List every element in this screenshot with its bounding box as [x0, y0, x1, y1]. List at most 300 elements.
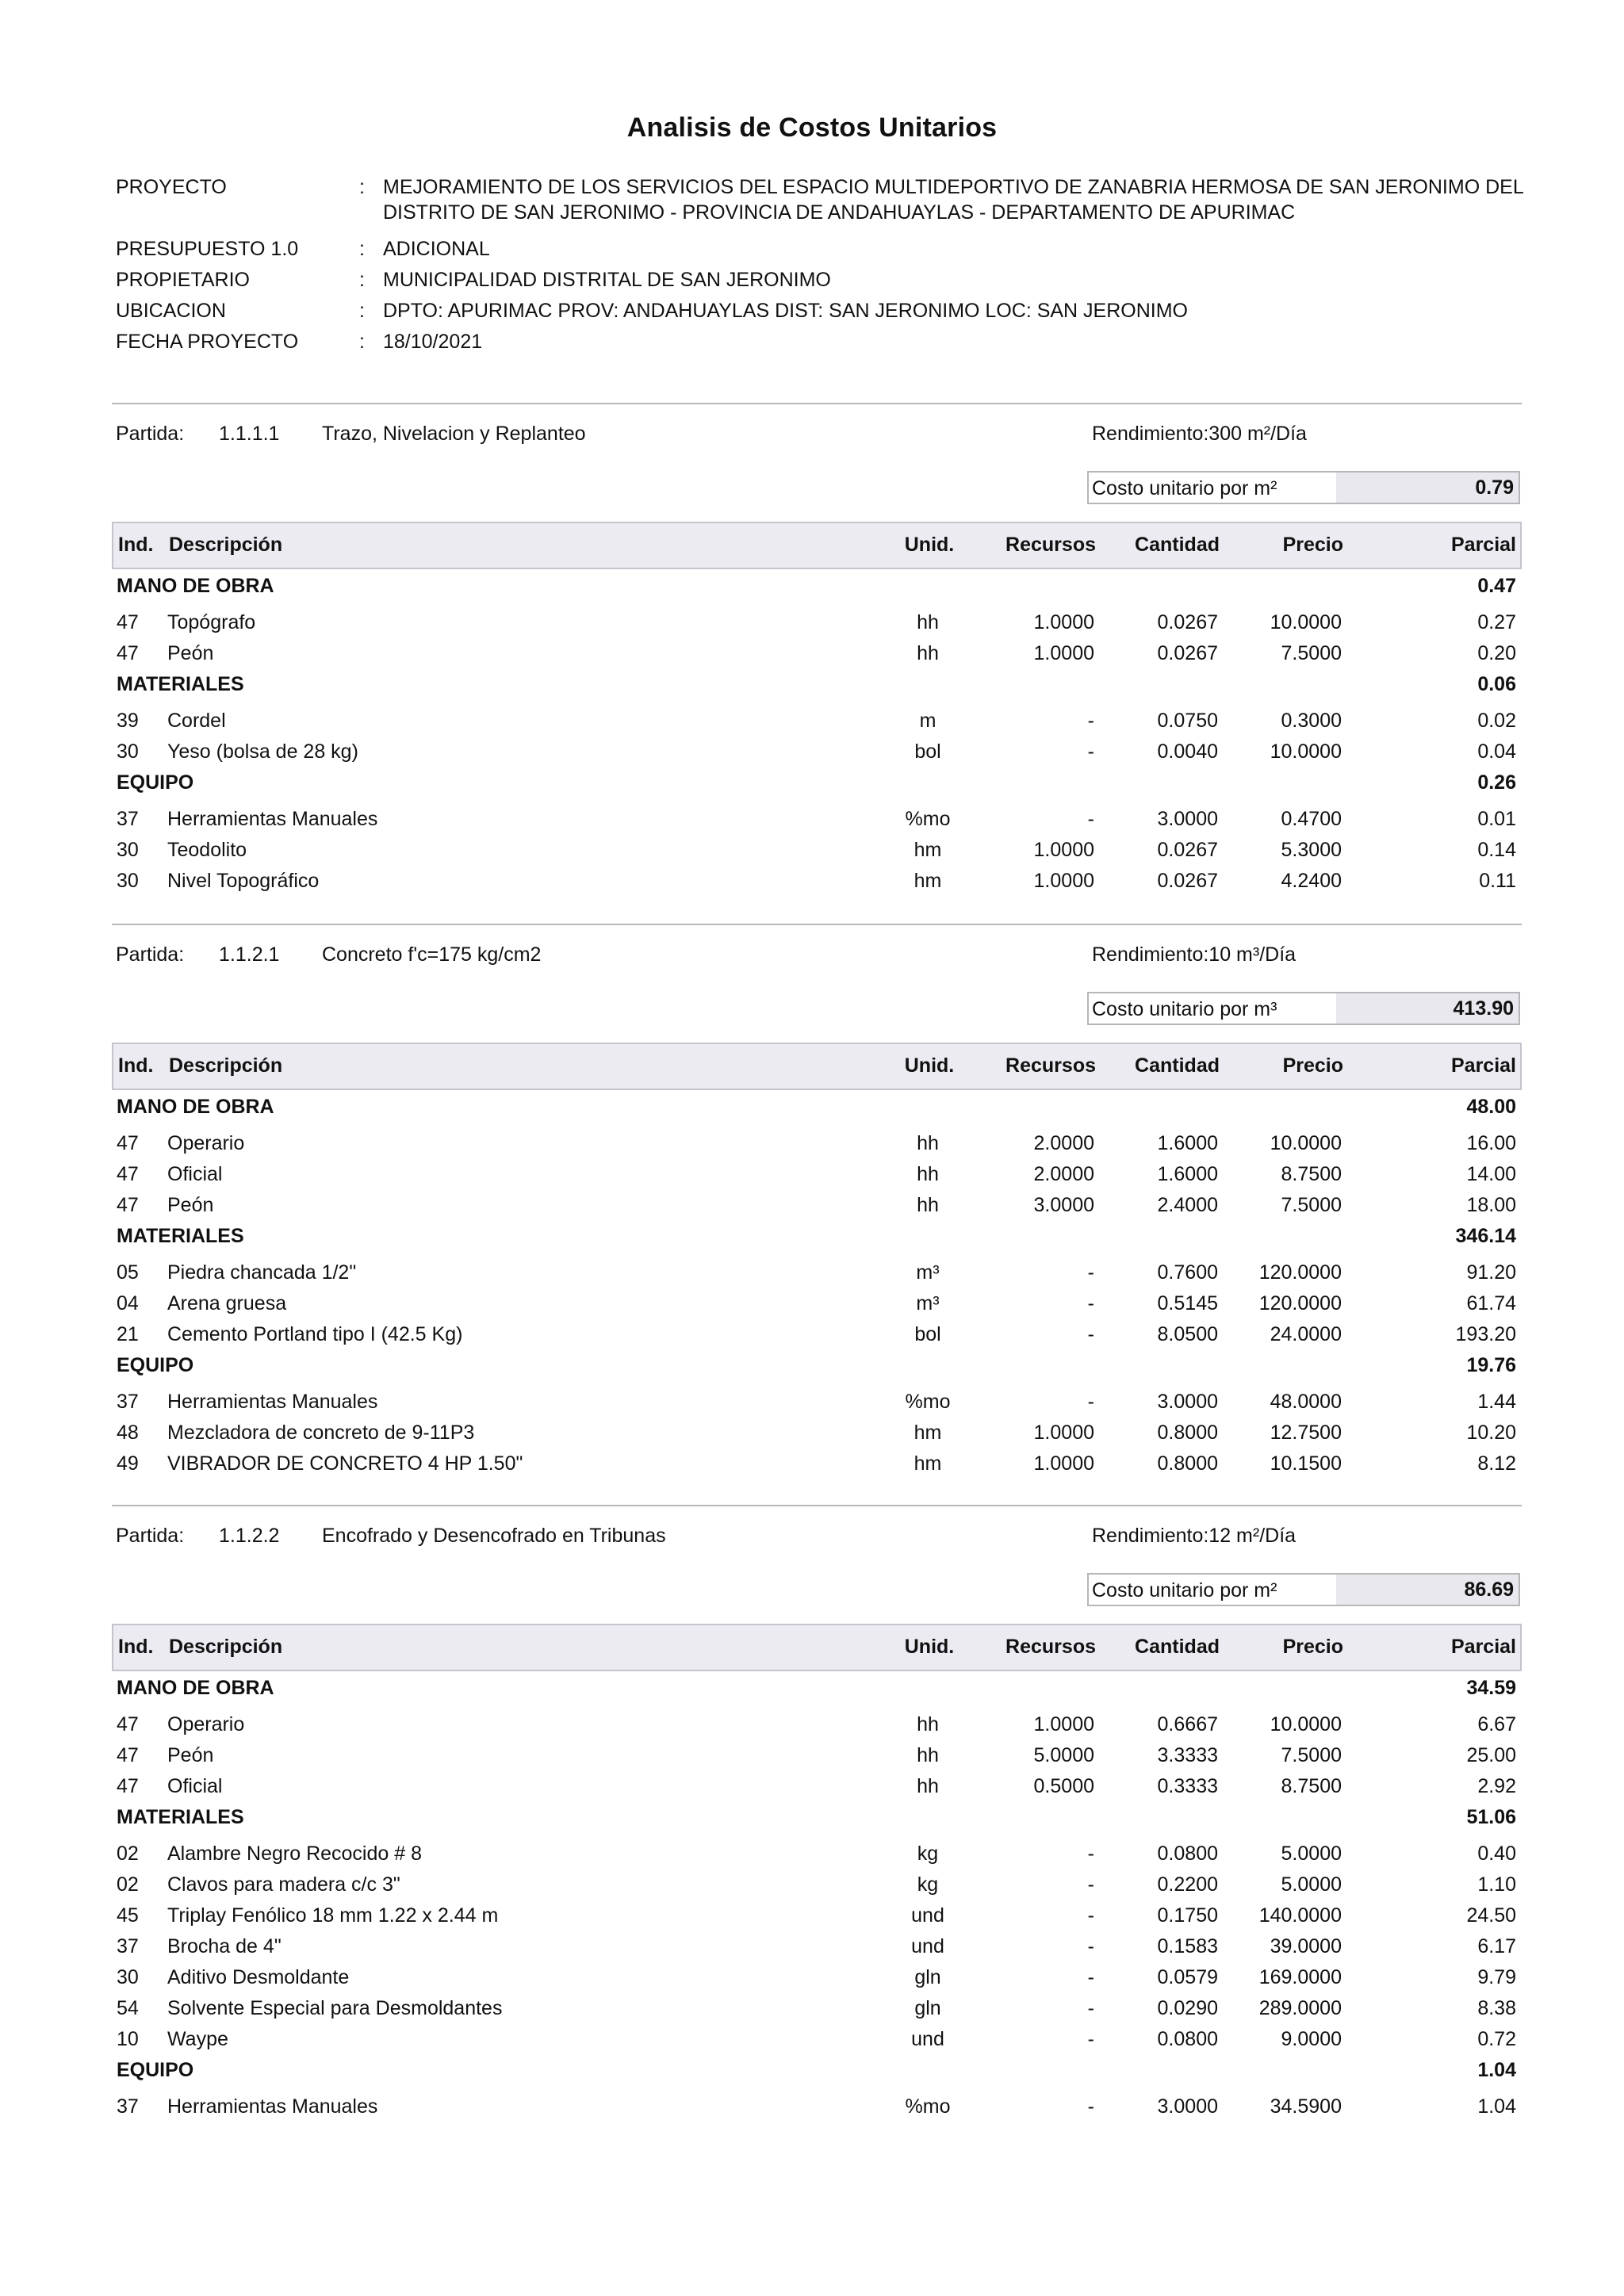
partida-row [116, 943, 1519, 969]
column-header-desc: Descripción [169, 1636, 283, 1658]
cell-precio: 289.0000 [1258, 1997, 1342, 2019]
table-row [0, 1709, 1624, 1739]
table-row [0, 1771, 1624, 1801]
cell-ind: 04 [117, 1292, 139, 1314]
category-row [0, 2055, 1624, 2085]
column-header-desc: Descripción [169, 534, 283, 556]
column-header-unid: Unid. [904, 534, 955, 556]
proyecto-label: PROYECTO [116, 176, 227, 198]
cell-unid: und [911, 1935, 944, 1957]
cell-parcial: 8.12 [1477, 1452, 1516, 1475]
cell-cant: 3.3333 [1157, 1744, 1218, 1766]
cell-unid: bol [914, 1323, 941, 1345]
column-header-parcial: Parcial [1450, 1636, 1516, 1658]
cell-rec: 1.0000 [1033, 611, 1094, 633]
cell-cant: 0.0040 [1157, 740, 1218, 763]
cell-rec: - [1087, 740, 1094, 763]
table-row [0, 1839, 1624, 1869]
colon: : [359, 176, 365, 198]
cell-rec: 2.0000 [1033, 1132, 1094, 1154]
cell-precio: 7.5000 [1281, 1744, 1342, 1766]
partida-rendimiento: Rendimiento:12 m²/Día [1092, 1525, 1297, 1547]
cell-rec: 1.0000 [1033, 1452, 1094, 1475]
category-total: 34.59 [1466, 1677, 1516, 1699]
cell-unid: hh [917, 1194, 939, 1216]
cell-parcial: 9.79 [1477, 1966, 1516, 1988]
cell-ind: 10 [117, 2028, 139, 2050]
column-header-cant: Cantidad [1135, 534, 1220, 556]
category-total: 0.47 [1477, 575, 1516, 597]
cell-precio: 5.0000 [1281, 1873, 1342, 1896]
cell-ind: 30 [117, 870, 139, 892]
cell-unid: und [911, 2028, 944, 2050]
table-header [112, 1043, 1522, 1090]
cell-ind: 49 [117, 1452, 139, 1475]
cell-cant: 0.1583 [1157, 1935, 1218, 1957]
cell-precio: 120.0000 [1258, 1292, 1342, 1314]
cell-rec: - [1087, 1292, 1094, 1314]
cell-rec: 1.0000 [1033, 839, 1094, 861]
cell-ind: 30 [117, 740, 139, 763]
table-row [0, 1387, 1624, 1417]
cell-parcial: 14.00 [1466, 1163, 1516, 1185]
cell-rec: 3.0000 [1033, 1194, 1094, 1216]
cell-rec: - [1087, 1935, 1094, 1957]
column-header-cant: Cantidad [1135, 1054, 1220, 1077]
cell-rec: 1.0000 [1033, 870, 1094, 892]
category-title: MANO DE OBRA [117, 1677, 274, 1699]
costo-unitario-box [1087, 992, 1520, 1025]
partida-label: Partida: [116, 943, 185, 966]
cell-parcial: 0.20 [1477, 642, 1516, 664]
cell-rec: - [1087, 1391, 1094, 1413]
cell-desc: Oficial [167, 1775, 223, 1797]
category-total: 0.26 [1477, 771, 1516, 794]
category-total: 0.06 [1477, 673, 1516, 695]
cell-desc: Mezcladora de concreto de 9-11P3 [167, 1422, 475, 1444]
cell-precio: 140.0000 [1258, 1904, 1342, 1927]
fecha-value: 18/10/2021 [383, 331, 483, 353]
table-row [0, 1288, 1624, 1318]
table-row [0, 1190, 1624, 1220]
cell-precio: 5.0000 [1281, 1843, 1342, 1865]
cell-precio: 7.5000 [1281, 1194, 1342, 1216]
cell-parcial: 0.02 [1477, 710, 1516, 732]
column-header-precio: Precio [1282, 534, 1343, 556]
column-header-unid: Unid. [904, 1636, 955, 1658]
propietario-value: MUNICIPALIDAD DISTRITAL DE SAN JERONIMO [383, 269, 831, 291]
cell-cant: 0.6667 [1157, 1713, 1218, 1735]
cell-unid: hh [917, 1163, 939, 1185]
cell-parcial: 24.50 [1466, 1904, 1516, 1927]
table-row [0, 1159, 1624, 1189]
cell-rec: - [1087, 1323, 1094, 1345]
cell-unid: hh [917, 611, 939, 633]
category-total: 346.14 [1455, 1225, 1516, 1247]
category-title: EQUIPO [117, 1354, 194, 1376]
cell-ind: 47 [117, 642, 139, 664]
cell-parcial: 1.10 [1477, 1873, 1516, 1896]
cell-precio: 10.0000 [1270, 1132, 1342, 1154]
cell-parcial: 6.17 [1477, 1935, 1516, 1957]
cell-cant: 0.3333 [1157, 1775, 1218, 1797]
table-row [0, 1900, 1624, 1931]
cell-rec: 1.0000 [1033, 1422, 1094, 1444]
table-row [0, 638, 1624, 668]
cell-desc: Yeso (bolsa de 28 kg) [167, 740, 358, 763]
cell-cant: 0.2200 [1157, 1873, 1218, 1896]
cell-precio: 9.0000 [1281, 2028, 1342, 2050]
table-row [0, 607, 1624, 637]
costo-label: Costo unitario por m² [1092, 477, 1277, 499]
partida-code: 1.1.2.1 [219, 943, 280, 966]
cell-rec: 1.0000 [1033, 642, 1094, 664]
category-total: 1.04 [1477, 2059, 1516, 2081]
cell-rec: 5.0000 [1033, 1744, 1094, 1766]
cell-precio: 120.0000 [1258, 1261, 1342, 1284]
cell-unid: hm [914, 1422, 942, 1444]
category-total: 48.00 [1466, 1096, 1516, 1118]
cell-cant: 3.0000 [1157, 808, 1218, 830]
category-title: MATERIALES [117, 673, 244, 695]
cell-cant: 3.0000 [1157, 1391, 1218, 1413]
column-header-precio: Precio [1282, 1054, 1343, 1077]
cell-unid: hh [917, 1713, 939, 1735]
cell-unid: kg [917, 1843, 939, 1865]
cell-precio: 8.7500 [1281, 1163, 1342, 1185]
cell-cant: 0.0267 [1157, 870, 1218, 892]
cell-unid: m³ [916, 1292, 940, 1314]
cell-precio: 24.0000 [1270, 1323, 1342, 1345]
colon: : [359, 269, 365, 291]
cell-rec: - [1087, 808, 1094, 830]
table-header [112, 522, 1522, 569]
cell-ind: 45 [117, 1904, 139, 1927]
cell-precio: 7.5000 [1281, 642, 1342, 664]
cell-unid: hh [917, 1775, 939, 1797]
cell-ind: 37 [117, 1935, 139, 1957]
column-header-rec: Recursos [1005, 534, 1096, 556]
colon: : [359, 238, 365, 260]
cell-parcial: 0.01 [1477, 808, 1516, 830]
partida-name: Trazo, Nivelacion y Replanteo [322, 423, 586, 445]
cell-rec: - [1087, 1261, 1094, 1284]
cell-desc: Herramientas Manuales [167, 1391, 378, 1413]
page-title: Analisis de Costos Unitarios [626, 113, 998, 143]
table-row [0, 2024, 1624, 2054]
cell-parcial: 6.67 [1477, 1713, 1516, 1735]
column-header-ind: Ind. [118, 534, 154, 556]
cell-ind: 37 [117, 808, 139, 830]
category-title: MANO DE OBRA [117, 575, 274, 597]
cell-parcial: 0.72 [1477, 2028, 1516, 2050]
cell-parcial: 61.74 [1466, 1292, 1516, 1314]
cell-desc: Operario [167, 1132, 245, 1154]
category-row [0, 1092, 1624, 1122]
table-row [0, 1931, 1624, 1961]
cell-rec: - [1087, 1966, 1094, 1988]
partida-code: 1.1.1.1 [219, 423, 280, 445]
cell-precio: 48.0000 [1270, 1391, 1342, 1413]
column-header-cant: Cantidad [1135, 1636, 1220, 1658]
cell-cant: 0.0290 [1157, 1997, 1218, 2019]
cell-unid: hm [914, 839, 942, 861]
cell-desc: Clavos para madera c/c 3" [167, 1873, 400, 1896]
cell-precio: 39.0000 [1270, 1935, 1342, 1957]
cell-precio: 34.5900 [1270, 2095, 1342, 2118]
cell-rec: - [1087, 1997, 1094, 2019]
category-row [0, 669, 1624, 699]
cell-cant: 0.0267 [1157, 611, 1218, 633]
cell-precio: 12.7500 [1270, 1422, 1342, 1444]
cell-ind: 37 [117, 1391, 139, 1413]
cell-parcial: 1.04 [1477, 2095, 1516, 2118]
cell-parcial: 1.44 [1477, 1391, 1516, 1413]
cell-ind: 47 [117, 1775, 139, 1797]
table-row [0, 804, 1624, 834]
cell-desc: Operario [167, 1713, 245, 1735]
colon: : [359, 300, 365, 322]
cell-desc: Peón [167, 1744, 214, 1766]
table-row [0, 1319, 1624, 1349]
cell-parcial: 2.92 [1477, 1775, 1516, 1797]
cell-ind: 54 [117, 1997, 139, 2019]
table-row [0, 1418, 1624, 1448]
cell-desc: Topógrafo [167, 611, 256, 633]
cell-unid: bol [914, 740, 941, 763]
cell-parcial: 16.00 [1466, 1132, 1516, 1154]
column-header-rec: Recursos [1005, 1636, 1096, 1658]
table-row [0, 1962, 1624, 1992]
column-header-ind: Ind. [118, 1636, 154, 1658]
cell-parcial: 193.20 [1455, 1323, 1516, 1345]
cell-precio: 169.0000 [1258, 1966, 1342, 1988]
cell-precio: 0.3000 [1281, 710, 1342, 732]
cell-desc: Aditivo Desmoldante [167, 1966, 350, 1988]
partida-row [116, 423, 1519, 448]
cell-desc: Cemento Portland tipo I (42.5 Kg) [167, 1323, 463, 1345]
cell-cant: 0.8000 [1157, 1452, 1218, 1475]
category-row [0, 1350, 1624, 1380]
cell-ind: 39 [117, 710, 139, 732]
cell-cant: 8.0500 [1157, 1323, 1218, 1345]
cell-parcial: 0.11 [1479, 870, 1516, 892]
partida-row [116, 1525, 1519, 1550]
cell-rec: 1.0000 [1033, 1713, 1094, 1735]
table-row [0, 835, 1624, 865]
cell-parcial: 25.00 [1466, 1744, 1516, 1766]
column-header-desc: Descripción [169, 1054, 283, 1077]
category-row [0, 1673, 1624, 1703]
category-title: EQUIPO [117, 771, 194, 794]
cell-precio: 10.0000 [1270, 611, 1342, 633]
category-title: MATERIALES [117, 1225, 244, 1247]
category-title: EQUIPO [117, 2059, 194, 2081]
cell-parcial: 91.20 [1466, 1261, 1516, 1284]
category-title: MATERIALES [117, 1806, 244, 1828]
cell-ind: 21 [117, 1323, 139, 1345]
cell-cant: 2.4000 [1157, 1194, 1218, 1216]
cell-desc: Nivel Topográfico [167, 870, 320, 892]
column-header-parcial: Parcial [1450, 1054, 1516, 1077]
cell-cant: 1.6000 [1157, 1132, 1218, 1154]
cell-ind: 48 [117, 1422, 139, 1444]
cell-unid: hm [914, 870, 942, 892]
cell-cant: 0.0579 [1157, 1966, 1218, 1988]
partida-name: Concreto f'c=175 kg/cm2 [322, 943, 542, 966]
cell-unid: gln [914, 1966, 941, 1988]
cell-unid: %mo [905, 1391, 951, 1413]
colon: : [359, 331, 365, 353]
category-total: 51.06 [1466, 1806, 1516, 1828]
category-row [0, 571, 1624, 601]
cell-ind: 47 [117, 1744, 139, 1766]
partida-label: Partida: [116, 1525, 185, 1547]
ubicacion-label: UBICACION [116, 300, 226, 322]
costo-label: Costo unitario por m² [1092, 1579, 1277, 1601]
partida-name: Encofrado y Desencofrado en Tribunas [322, 1525, 666, 1547]
table-row [0, 2091, 1624, 2122]
cell-unid: hh [917, 1132, 939, 1154]
cell-rec: - [1087, 2095, 1094, 2118]
table-header [112, 1624, 1522, 1671]
presupuesto-label: PRESUPUESTO 1.0 [116, 238, 299, 260]
cell-rec: - [1087, 1843, 1094, 1865]
cell-precio: 10.1500 [1270, 1452, 1342, 1475]
presupuesto-value: ADICIONAL [383, 238, 490, 260]
cell-ind: 47 [117, 1713, 139, 1735]
column-header-parcial: Parcial [1450, 534, 1516, 556]
cell-unid: m³ [916, 1261, 940, 1284]
cell-ind: 47 [117, 611, 139, 633]
cell-parcial: 10.20 [1466, 1422, 1516, 1444]
category-row [0, 1802, 1624, 1832]
cell-parcial: 8.38 [1477, 1997, 1516, 2019]
costo-label: Costo unitario por m³ [1092, 998, 1277, 1020]
cell-desc: Peón [167, 1194, 214, 1216]
costo-value: 0.79 [1336, 473, 1519, 503]
cell-cant: 0.1750 [1157, 1904, 1218, 1927]
cell-desc: Teodolito [167, 839, 247, 861]
cell-unid: kg [917, 1873, 939, 1896]
cell-unid: %mo [905, 808, 951, 830]
cell-rec: 0.5000 [1033, 1775, 1094, 1797]
cell-rec: - [1087, 1904, 1094, 1927]
table-row [0, 866, 1624, 896]
cell-ind: 47 [117, 1163, 139, 1185]
cell-cant: 0.7600 [1157, 1261, 1218, 1284]
cell-ind: 37 [117, 2095, 139, 2118]
cell-desc: Arena gruesa [167, 1292, 287, 1314]
separator-line [112, 924, 1522, 925]
category-row [0, 1221, 1624, 1251]
cell-cant: 1.6000 [1157, 1163, 1218, 1185]
cell-ind: 02 [117, 1873, 139, 1896]
cell-desc: Alambre Negro Recocido # 8 [167, 1843, 422, 1865]
cell-cant: 0.0800 [1157, 1843, 1218, 1865]
cell-parcial: 0.04 [1477, 740, 1516, 763]
cell-precio: 10.0000 [1270, 1713, 1342, 1735]
separator-line [112, 1505, 1522, 1506]
cell-precio: 8.7500 [1281, 1775, 1342, 1797]
table-row [0, 1257, 1624, 1288]
cell-desc: Triplay Fenólico 18 mm 1.22 x 2.44 m [167, 1904, 499, 1927]
partida-code: 1.1.2.2 [219, 1525, 280, 1547]
table-row [0, 1993, 1624, 2023]
cell-cant: 0.8000 [1157, 1422, 1218, 1444]
cell-ind: 30 [117, 1966, 139, 1988]
cell-cant: 0.0800 [1157, 2028, 1218, 2050]
column-header-unid: Unid. [904, 1054, 955, 1077]
cell-ind: 30 [117, 839, 139, 861]
cell-unid: und [911, 1904, 944, 1927]
cell-cant: 0.5145 [1157, 1292, 1218, 1314]
category-row [0, 767, 1624, 798]
partida-rendimiento: Rendimiento:300 m²/Día [1092, 423, 1307, 445]
cell-unid: hh [917, 642, 939, 664]
table-row [0, 737, 1624, 767]
cell-ind: 47 [117, 1132, 139, 1154]
cell-ind: 05 [117, 1261, 139, 1284]
ubicacion-value: DPTO: APURIMAC PROV: ANDAHUAYLAS DIST: SAN JERONIMO LOC: SAN JERONIMO [383, 300, 1189, 322]
cell-desc: Peón [167, 642, 214, 664]
cell-desc: VIBRADOR DE CONCRETO 4 HP 1.50" [167, 1452, 523, 1475]
cell-parcial: 18.00 [1466, 1194, 1516, 1216]
propietario-label: PROPIETARIO [116, 269, 251, 291]
cell-ind: 02 [117, 1843, 139, 1865]
column-header-rec: Recursos [1005, 1054, 1096, 1077]
cell-desc: Brocha de 4" [167, 1935, 282, 1957]
cell-cant: 3.0000 [1157, 2095, 1218, 2118]
cell-parcial: 0.27 [1477, 611, 1516, 633]
cell-cant: 0.0267 [1157, 642, 1218, 664]
category-total: 19.76 [1466, 1354, 1516, 1376]
cell-precio: 10.0000 [1270, 740, 1342, 763]
table-row [0, 1869, 1624, 1900]
cell-parcial: 0.40 [1477, 1843, 1516, 1865]
fecha-label: FECHA PROYECTO [116, 331, 299, 353]
cell-cant: 0.0750 [1157, 710, 1218, 732]
table-row [0, 1448, 1624, 1479]
column-header-ind: Ind. [118, 1054, 154, 1077]
category-title: MANO DE OBRA [117, 1096, 274, 1118]
costo-unitario-box [1087, 1573, 1520, 1606]
cell-cant: 0.0267 [1157, 839, 1218, 861]
cell-parcial: 0.14 [1477, 839, 1516, 861]
cell-desc: Oficial [167, 1163, 223, 1185]
table-row [0, 706, 1624, 736]
cell-unid: hh [917, 1744, 939, 1766]
cell-ind: 47 [117, 1194, 139, 1216]
cell-rec: - [1087, 1873, 1094, 1896]
cell-rec: - [1087, 710, 1094, 732]
cell-desc: Cordel [167, 710, 226, 732]
cell-desc: Solvente Especial para Desmoldantes [167, 1997, 503, 2019]
costo-value: 413.90 [1336, 993, 1519, 1024]
proyecto-value: MEJORAMIENTO DE LOS SERVICIOS DEL ESPACIO MULTIDEPORTIVO DE ZANABRIA HERMOSA DE SAN JERONIMO DEL DISTRITO DE SAN JERONIMO - PROVINCIA DE ANDAHUAYLAS - DEPARTAMENTO DE APURIMAC [383, 176, 1523, 224]
cell-unid: gln [914, 1997, 941, 2019]
separator-line [112, 403, 1522, 404]
cell-desc: Herramientas Manuales [167, 2095, 378, 2118]
cell-desc: Piedra chancada 1/2" [167, 1261, 357, 1284]
cell-unid: hm [914, 1452, 942, 1475]
cell-rec: - [1087, 2028, 1094, 2050]
cell-precio: 0.4700 [1281, 808, 1342, 830]
table-row [0, 1128, 1624, 1158]
table-row [0, 1740, 1624, 1770]
partida-label: Partida: [116, 423, 185, 445]
cell-precio: 5.3000 [1281, 839, 1342, 861]
